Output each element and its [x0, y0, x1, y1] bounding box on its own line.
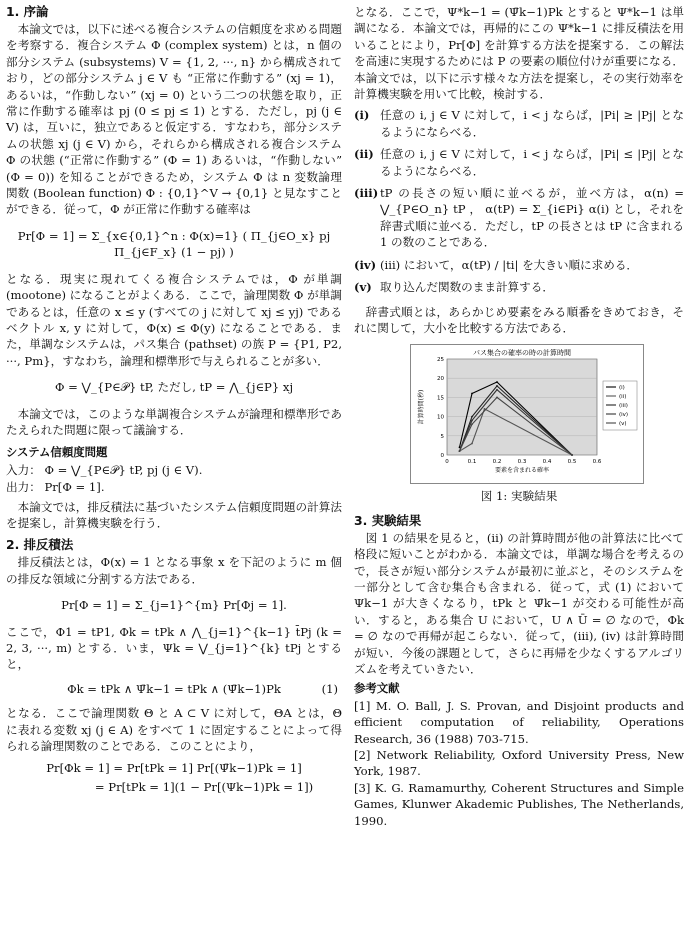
problem-output: 出力： Pr[Φ = 1]. — [6, 480, 105, 495]
y-tick-label: 25 — [437, 357, 444, 364]
ordering-item — [354, 257, 684, 273]
ordering-item — [354, 107, 684, 140]
data-point — [496, 385, 498, 387]
item-text: 取り込んだ関数のまま計算する． — [380, 280, 554, 295]
item-marker: (iii) — [354, 186, 379, 201]
intro-paragraph: 本論文では，以下に述べる複合システムの信頼度を求める問題を考察する．複合システム Φ (complex system) とは，n 個の部分システム (subsystems) V = {1, 2, ···, n} から構成されており，どの部分システム j ∈ V も “正常に作動する” (xj = 1)，あるいは，“作動しない” (xj = 0) という二つの状態を取り，正常に作動する確率は pj (0 ≤ pj ≤ 1) とする．ただし，pj (j ∈ V) は，互いに，独立であると仮定する．すなわち，部分システムの状態 xj (j ∈ V) から，それらから構成される複合システム Φ の状態 (“正常に作動する” (Φ = 1) あるいは，“作動しない” (Φ = 0)) を知ることができるため，システム Φ は n 変数論理関数 (Boolean function) Φ : {0,1}^V → {0,1} と見なすことができる．従って，Φ が正常に作動する確率は — [6, 22, 342, 217]
x-axis-label: 要素を含まれる確率 — [494, 467, 550, 475]
data-point — [471, 443, 473, 445]
y-tick-label: 20 — [437, 376, 444, 383]
monotone-paragraph: となる．現実に現れてくる複合システムでは，Φ が単調 (mootone) になることがよくある．ここで，論理関数 Φ が単調であるとは，任意の x ≤ y (すべての j に対して xj ≤ yj) であるベクトル x, y に対して，Φ(x) ≤ Φ(y) になることである．また，単調なシステムは，パス集合 (pathset) の族 P = {P1, P2, ···, Pm}，すなわち，論理和標準形で与えられることが多い． — [6, 271, 342, 368]
item-marker: (v) — [354, 280, 372, 295]
legend-label: (ii) — [619, 394, 627, 401]
ordering-item — [354, 146, 684, 179]
recursion-equation-a: Pr[Φk = 1] = Pr[tPk = 1] Pr[(Ψ̄k−1)Pk = 1] — [46, 761, 302, 776]
data-point — [496, 381, 498, 383]
x-tick-label: 0 — [445, 459, 449, 466]
left-column — [6, 4, 342, 795]
data-point — [496, 389, 498, 391]
item-text: (iii) において，α(tP) / |ti| を大きい順に求める． — [380, 257, 639, 272]
data-point — [571, 454, 573, 456]
x-tick-label: 0.5 — [567, 459, 577, 466]
restriction-paragraph: となる．ここで論理関数 Θ と A ⊂ V に対して，ΘA とは，Θ に表れる変数 xj (j ∈ A) をすべて 1 に固定することによって得られる論理関数のことである．このことにより， — [6, 706, 342, 754]
reference-item: [1] M. O. Ball, J. S. Provan, and Disjoint products and efficient computation of reliability, Operations Research, 36 (1988) 703-715. — [354, 698, 684, 746]
equation-1-number: (1) — [321, 681, 338, 696]
legend-label: (i) — [619, 385, 625, 392]
y-tick-label: 10 — [437, 414, 444, 421]
lexicographic-paragraph: 辞書式順とは，あらかじめ要素をみる順番をきめておき，それに関して，大小を比較する方法である． — [354, 304, 684, 335]
y-axis-label: 計算時間(秒) — [418, 389, 425, 425]
legend-label: (iii) — [619, 403, 628, 410]
y-tick-label: 0 — [440, 453, 444, 460]
equation-1-row — [6, 681, 342, 697]
section-3-heading: 3. 実験結果 — [354, 512, 422, 528]
legend-label: (v) — [619, 421, 627, 428]
recursive-paragraph: となる．ここで，Ψ*k−1 = (Ψ̄k−1)Pk とすると Ψ*k−1 は単調になる．本論文では，再帰的にこの Ψ*k−1 に排反積法を用いることにより，Pr[Φ] を計算する方法を提案する．この解法を高速に実現するためには P の要素の順位付けが重要になる．本論文では，以下に示す様々な方法を提案し，その実行効率を計算機実験を用いて比較，検討する． — [354, 5, 684, 102]
y-tick-label: 5 — [440, 434, 444, 441]
problem-heading: システム信頼度問題 — [6, 445, 108, 460]
item-marker: (ii) — [354, 147, 374, 162]
item-text: tP の長さの短い順に並べるが，並べ方は，α(n) = ⋁_{P∈O_n} tP ， α(tP) = Σ_{i∈Pi} α(i) とし，それを辞書式順に並べる．ただし，tP の長さとは tP に含まれる 1 の数のことである． — [380, 186, 684, 250]
x-tick-label: 0.6 — [592, 459, 602, 466]
data-point — [459, 451, 461, 453]
x-tick-label: 0.3 — [517, 459, 527, 466]
item-text: 任意の i, j ∈ V に対して，i < j ならば，|Pi| ≥ |Pj| となるようにならべる． — [380, 108, 684, 139]
phi-def-paragraph: ここで，Φ1 = tP1, Φk = tPk ∧ ⋀_{j=1}^{k−1} t̄Pj (k = 2, 3, ···, m) とする．いま，Ψk = ⋁_{j=1}^{k} tPj とすると， — [6, 624, 342, 672]
x-tick-label: 0.2 — [492, 459, 502, 466]
section-2-heading: 2. 排反積法 — [6, 537, 74, 553]
experiment-figure — [410, 344, 644, 484]
item-marker: (iv) — [354, 257, 377, 272]
x-tick-label: 0.4 — [542, 459, 552, 466]
recursion-equation-b: = Pr[tPk = 1](1 − Pr[(Ψk−1)Pk = 1]) — [94, 779, 314, 794]
x-tick-label: 0.1 — [467, 459, 477, 466]
item-text: 任意の i, j ∈ V に対して，i < j ならば，|Pi| ≤ |Pj| となるようにならべる． — [380, 147, 684, 178]
experiment-chart — [411, 345, 643, 483]
section-1-heading: 1. 序論 — [6, 4, 49, 19]
data-point — [471, 420, 473, 422]
reference-item: [3] K. G. Ramamurthy, Coherent Structures and Simple Games, Klunwer Akademic Publishes, The Netherlands, 1990. — [354, 780, 684, 828]
sdp-paragraph: 排反積法とは，Φ(x) = 1 となる事象 x を下記のように m 個の排反な領域に分割する方法である． — [6, 555, 342, 586]
legend-label: (iv) — [619, 412, 629, 419]
sum-equation: Pr[Φ = 1] = Σ_{j=1}^{m} Pr[Φj = 1]. — [61, 598, 287, 613]
data-point — [471, 424, 473, 426]
reliability-equation: Pr[Φ = 1] = Σ_{x∈{0,1}^n : Φ(x)=1} ( Π_{j∈O_x} pj Π_{j∈F_x} (1 − pj) ) — [17, 228, 331, 260]
ordering-item — [354, 279, 684, 295]
figure-caption: 図 1: 実験結果 — [480, 489, 558, 504]
reference-item: [2] Network Reliability, Oxford University Press, New York, 1987. — [354, 748, 684, 779]
data-point — [471, 393, 473, 395]
results-paragraph: 図 1 の結果を見ると，(ii) の計算時間が他の計算法に比べて格段に短いことがわかる．本論文では，単調な場合を考えるので，長さが短い部分システムが最初に並ぶと，そのシステムを一部分として含む集合も含まれる．従って，式 (1) において Ψk−1 が大きくなるり，tPk と Ψ̄k−1 が交わる可能性が高い．すると，ある集合 U において，U ∧ Ū = ∅ なので，Φk = ∅ なので再帰が起こらない．従って，(iii), (iv) は計算時間が短い．今後の課題として，さらに再帰を少なくするアルゴリズムを考えていきたい． — [354, 530, 684, 676]
chart-title: パス集合の確率の時の計算時間 — [473, 349, 571, 358]
item-marker: (i) — [354, 108, 370, 123]
ordering-item — [354, 185, 684, 251]
problem-input: 入力： Φ = ⋁_{P∈𝒫} tP, pj (j ∈ V). — [6, 462, 203, 477]
right-column — [354, 4, 684, 829]
data-point — [471, 416, 473, 418]
dnf-equation: Φ = ⋁_{P∈𝒫} tP, ただし, tP = ⋀_{j∈P} xj — [54, 380, 294, 395]
proposal-paragraph: 本論文では，排反積法に基づいたシステム信頼度問題の計算法を提案し，計算機実験を行う． — [6, 499, 342, 530]
data-point — [496, 397, 498, 399]
equation-1: Φk = tPk ∧ Ψ̄k−1 = tPk ∧ (Ψ̄k−1)Pk — [67, 681, 281, 696]
scope-paragraph: 本論文では，このような単調複合システムが論理和標準形であたえられた問題に限って議論する． — [6, 406, 342, 437]
y-tick-label: 15 — [437, 395, 444, 402]
references-heading: 参考文献 — [354, 681, 400, 696]
